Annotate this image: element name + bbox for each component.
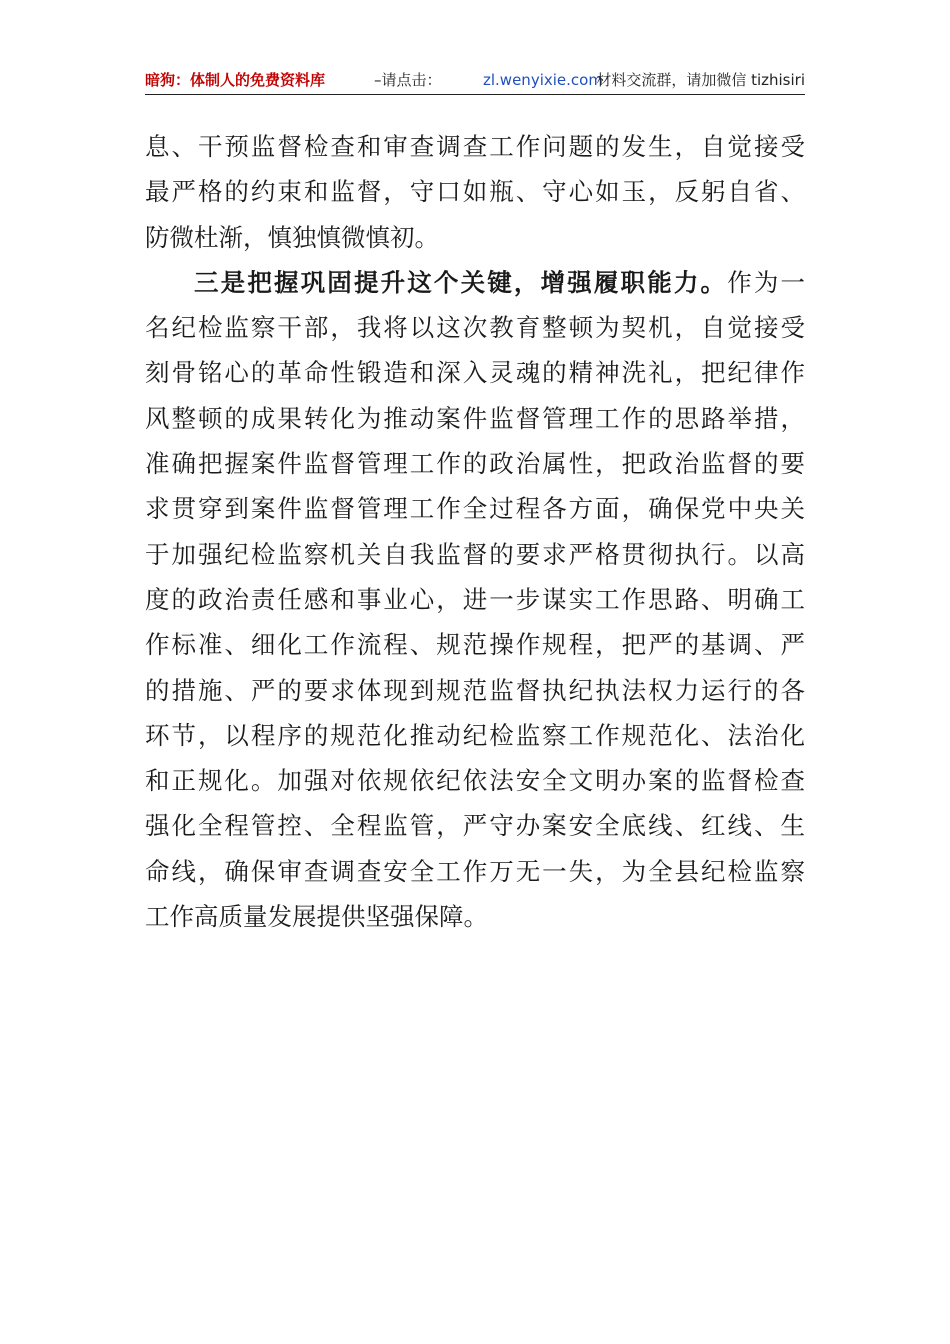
paragraph-line: 风整顿的成果转化为推动案件监督管理工作的思路举措， xyxy=(145,403,805,433)
paragraph-line: 强化全程管控、全程监管，严守办案安全底线、红线、生 xyxy=(145,811,805,841)
paragraph-2 xyxy=(145,260,805,939)
paragraph-first-line xyxy=(145,260,805,305)
paragraph-line: 的措施、严的要求体现到规范监督执纪执法权力运行的各 xyxy=(145,675,805,705)
header-wechat-note: 材料交流群，请加微信 tizhisiri xyxy=(596,71,805,89)
paragraph-line: 于加强纪检监察机关自我监督的要求严格贯彻执行。以高 xyxy=(145,539,805,569)
paragraph-line: 环节，以程序的规范化推动纪检监察工作规范化、法治化 xyxy=(145,720,805,750)
header-link[interactable]: zl.wenyixie.com xyxy=(483,71,603,89)
document-body xyxy=(145,124,805,939)
paragraph-line: 工作高质量发展提供坚强保障。 xyxy=(145,902,488,932)
paragraph-line: 求贯穿到案件监督管理工作全过程各方面，确保党中央关 xyxy=(145,494,805,524)
paragraph-line: 刻骨铭心的革命性锻造和深入灵魂的精神洗礼，把纪律作 xyxy=(145,358,805,388)
paragraph-line: 防微杜渐，慎独慎微慎初。 xyxy=(145,222,439,252)
paragraph-line: 准确把握案件监督管理工作的政治属性，把政治监督的要 xyxy=(145,449,805,479)
paragraph-line: 命线，确保审查调查安全工作万无一失，为全县纪检监察 xyxy=(145,856,805,886)
header-brand: 暗狗：体制人的免费资料库 xyxy=(145,71,326,89)
paragraph-line: 最严格的约束和监督，守口如瓶、守心如玉，反躬自省、 xyxy=(145,177,805,207)
paragraph-line: 和正规化。加强对依规依纪依法安全文明办案的监督检查 xyxy=(145,766,805,796)
paragraph-line: 息、干预监督检查和审查调查工作问题的发生，自觉接受 xyxy=(145,132,805,161)
paragraph-line: 名纪检监察干部，我将以这次教育整顿为契机，自觉接受 xyxy=(145,313,805,343)
page-header xyxy=(145,66,805,95)
header-click-prompt: –请点击： xyxy=(374,71,442,89)
paragraph-line: 作标准、细化工作流程、规范操作规程，把严的基调、严 xyxy=(145,630,805,660)
paragraph-1 xyxy=(145,124,805,260)
paragraph-lead-heading: 三是把握巩固提升这个关键，增强履职能力。 xyxy=(194,267,728,297)
paragraph-first-line-rest: 作为一 xyxy=(727,267,806,297)
paragraph-line: 度的政治责任感和事业心，进一步谋实工作思路、明确工 xyxy=(145,584,805,614)
